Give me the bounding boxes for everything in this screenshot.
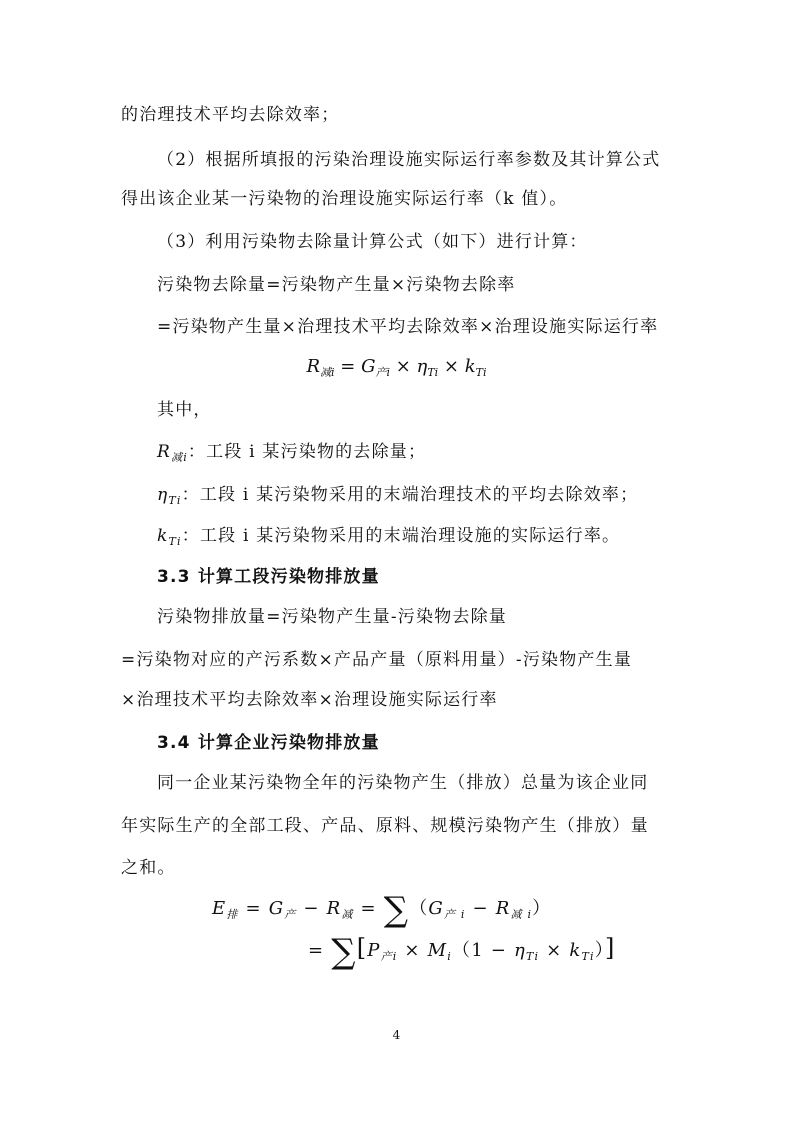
page-number: 4 [392, 1028, 401, 1042]
f2-G2: G [428, 898, 445, 919]
f2-eq-3: = [308, 940, 332, 961]
f2-eq-2: = [353, 898, 384, 919]
f2-paren-close: ） [594, 940, 605, 961]
formula-R: R [306, 356, 321, 377]
f2-R2: R [495, 898, 511, 919]
formula-G: G [361, 356, 376, 377]
formula-R-sub: 减i [320, 366, 335, 379]
text-line-9: =污染物对应的产污系数×产品产量（原料用量）-污染物产生量 [121, 650, 633, 670]
formula-G-sub: 产i [375, 366, 391, 379]
section-heading-3-3: 3.3 计算工段污染物排放量 [157, 567, 380, 587]
f2-one-minus: 1 − [471, 940, 514, 961]
def-R-sub: 减i [171, 451, 188, 464]
def-k-symbol: k [157, 526, 169, 546]
f2-bracket-close: ] [604, 934, 616, 962]
text-line-2: （2）根据所填报的污染治理设施实际运行率参数及其计算公式 [157, 150, 661, 170]
f2-R2-sub: 减 i [510, 908, 533, 921]
f2-M-sub: i [447, 950, 453, 963]
f2-R: R [326, 898, 342, 919]
text-line-3: 得出该企业某一污染物的治理设施实际运行率（k 值）。 [121, 189, 568, 209]
f2-times: × [397, 940, 428, 961]
def-k-sub: Ti [168, 535, 182, 548]
f2-times-2: × [539, 940, 570, 961]
f2-E: E [212, 898, 227, 919]
f2-eta: η [514, 940, 526, 961]
f2-E-sub: 排 [226, 908, 239, 921]
removal-formula [0, 356, 793, 380]
definition-removal [157, 441, 426, 469]
emission-formula-line-1 [212, 890, 552, 930]
def-R-symbol: R [157, 442, 171, 462]
text-line-10: ×治理技术平均去除效率×治理设施实际运行率 [121, 690, 498, 710]
formula-eq: = [334, 356, 362, 377]
f2-eta-sub: Ti [525, 950, 540, 963]
text-line-1: 的治理技术平均去除效率； [121, 105, 340, 125]
text-line-11: 同一企业某污染物全年的污染物产生（排放）总量为该企业同 [157, 773, 649, 793]
f2-G2-sub: 产 i [444, 908, 466, 921]
f2-P: P [367, 940, 381, 961]
definition-operation-rate [157, 525, 620, 553]
formula-eta-sub: Ti [427, 366, 439, 379]
f2-sigma-2: ∑ [331, 932, 357, 972]
emission-formula-line-2 [308, 932, 616, 972]
f2-G-sub: 产 [284, 908, 297, 921]
formula-k: k [464, 356, 476, 377]
def-R-text: ：工段 i 某污染物的去除量； [187, 442, 427, 462]
f2-minus-2: − [465, 898, 496, 919]
text-line-12: 年实际生产的全部工段、产品、原料、规模污染物产生（排放）量 [121, 816, 649, 836]
text-line-6: =污染物产生量×治理技术平均去除效率×治理设施实际运行率 [157, 317, 659, 337]
f2-G: G [268, 898, 285, 919]
text-line-8: 污染物排放量=污染物产生量-污染物去除量 [157, 607, 507, 627]
formula-times-2: × [438, 356, 465, 377]
formula-eta: η [416, 356, 428, 377]
f2-k-sub: Ti [581, 950, 595, 963]
f2-R-sub: 减 [341, 908, 354, 921]
f2-bracket-open: [ [356, 934, 368, 962]
definition-efficiency [157, 484, 638, 512]
f2-open-paren: （ [409, 898, 429, 919]
def-eta-text: ：工段 i 某污染物采用的末端治理技术的平均去除效率； [181, 485, 639, 505]
f2-k: k [569, 940, 582, 961]
text-line-5: 污染物去除量=污染物产生量×污染物去除率 [157, 275, 516, 295]
def-k-text: ：工段 i 某污染物采用的末端治理设施的实际运行率。 [181, 526, 621, 546]
text-line-where: 其中， [157, 400, 212, 420]
f2-M: M [427, 940, 448, 961]
def-eta-symbol: η [157, 485, 169, 505]
formula-k-sub: Ti [475, 366, 487, 379]
f2-P-sub: 产i [380, 950, 398, 963]
text-line-13: 之和。 [121, 858, 176, 878]
text-line-4: （3）利用污染物去除量计算公式（如下）进行计算： [157, 232, 588, 252]
f2-minus-1: − [296, 898, 327, 919]
f2-eq-1: = [238, 898, 269, 919]
f2-sigma-1: ∑ [383, 890, 410, 930]
def-eta-sub: Ti [168, 494, 182, 507]
f2-close-paren: ） [532, 898, 552, 919]
section-heading-3-4: 3.4 计算企业污染物排放量 [157, 733, 380, 753]
formula-times-1: × [390, 356, 417, 377]
f2-paren-open: （ [452, 940, 472, 961]
